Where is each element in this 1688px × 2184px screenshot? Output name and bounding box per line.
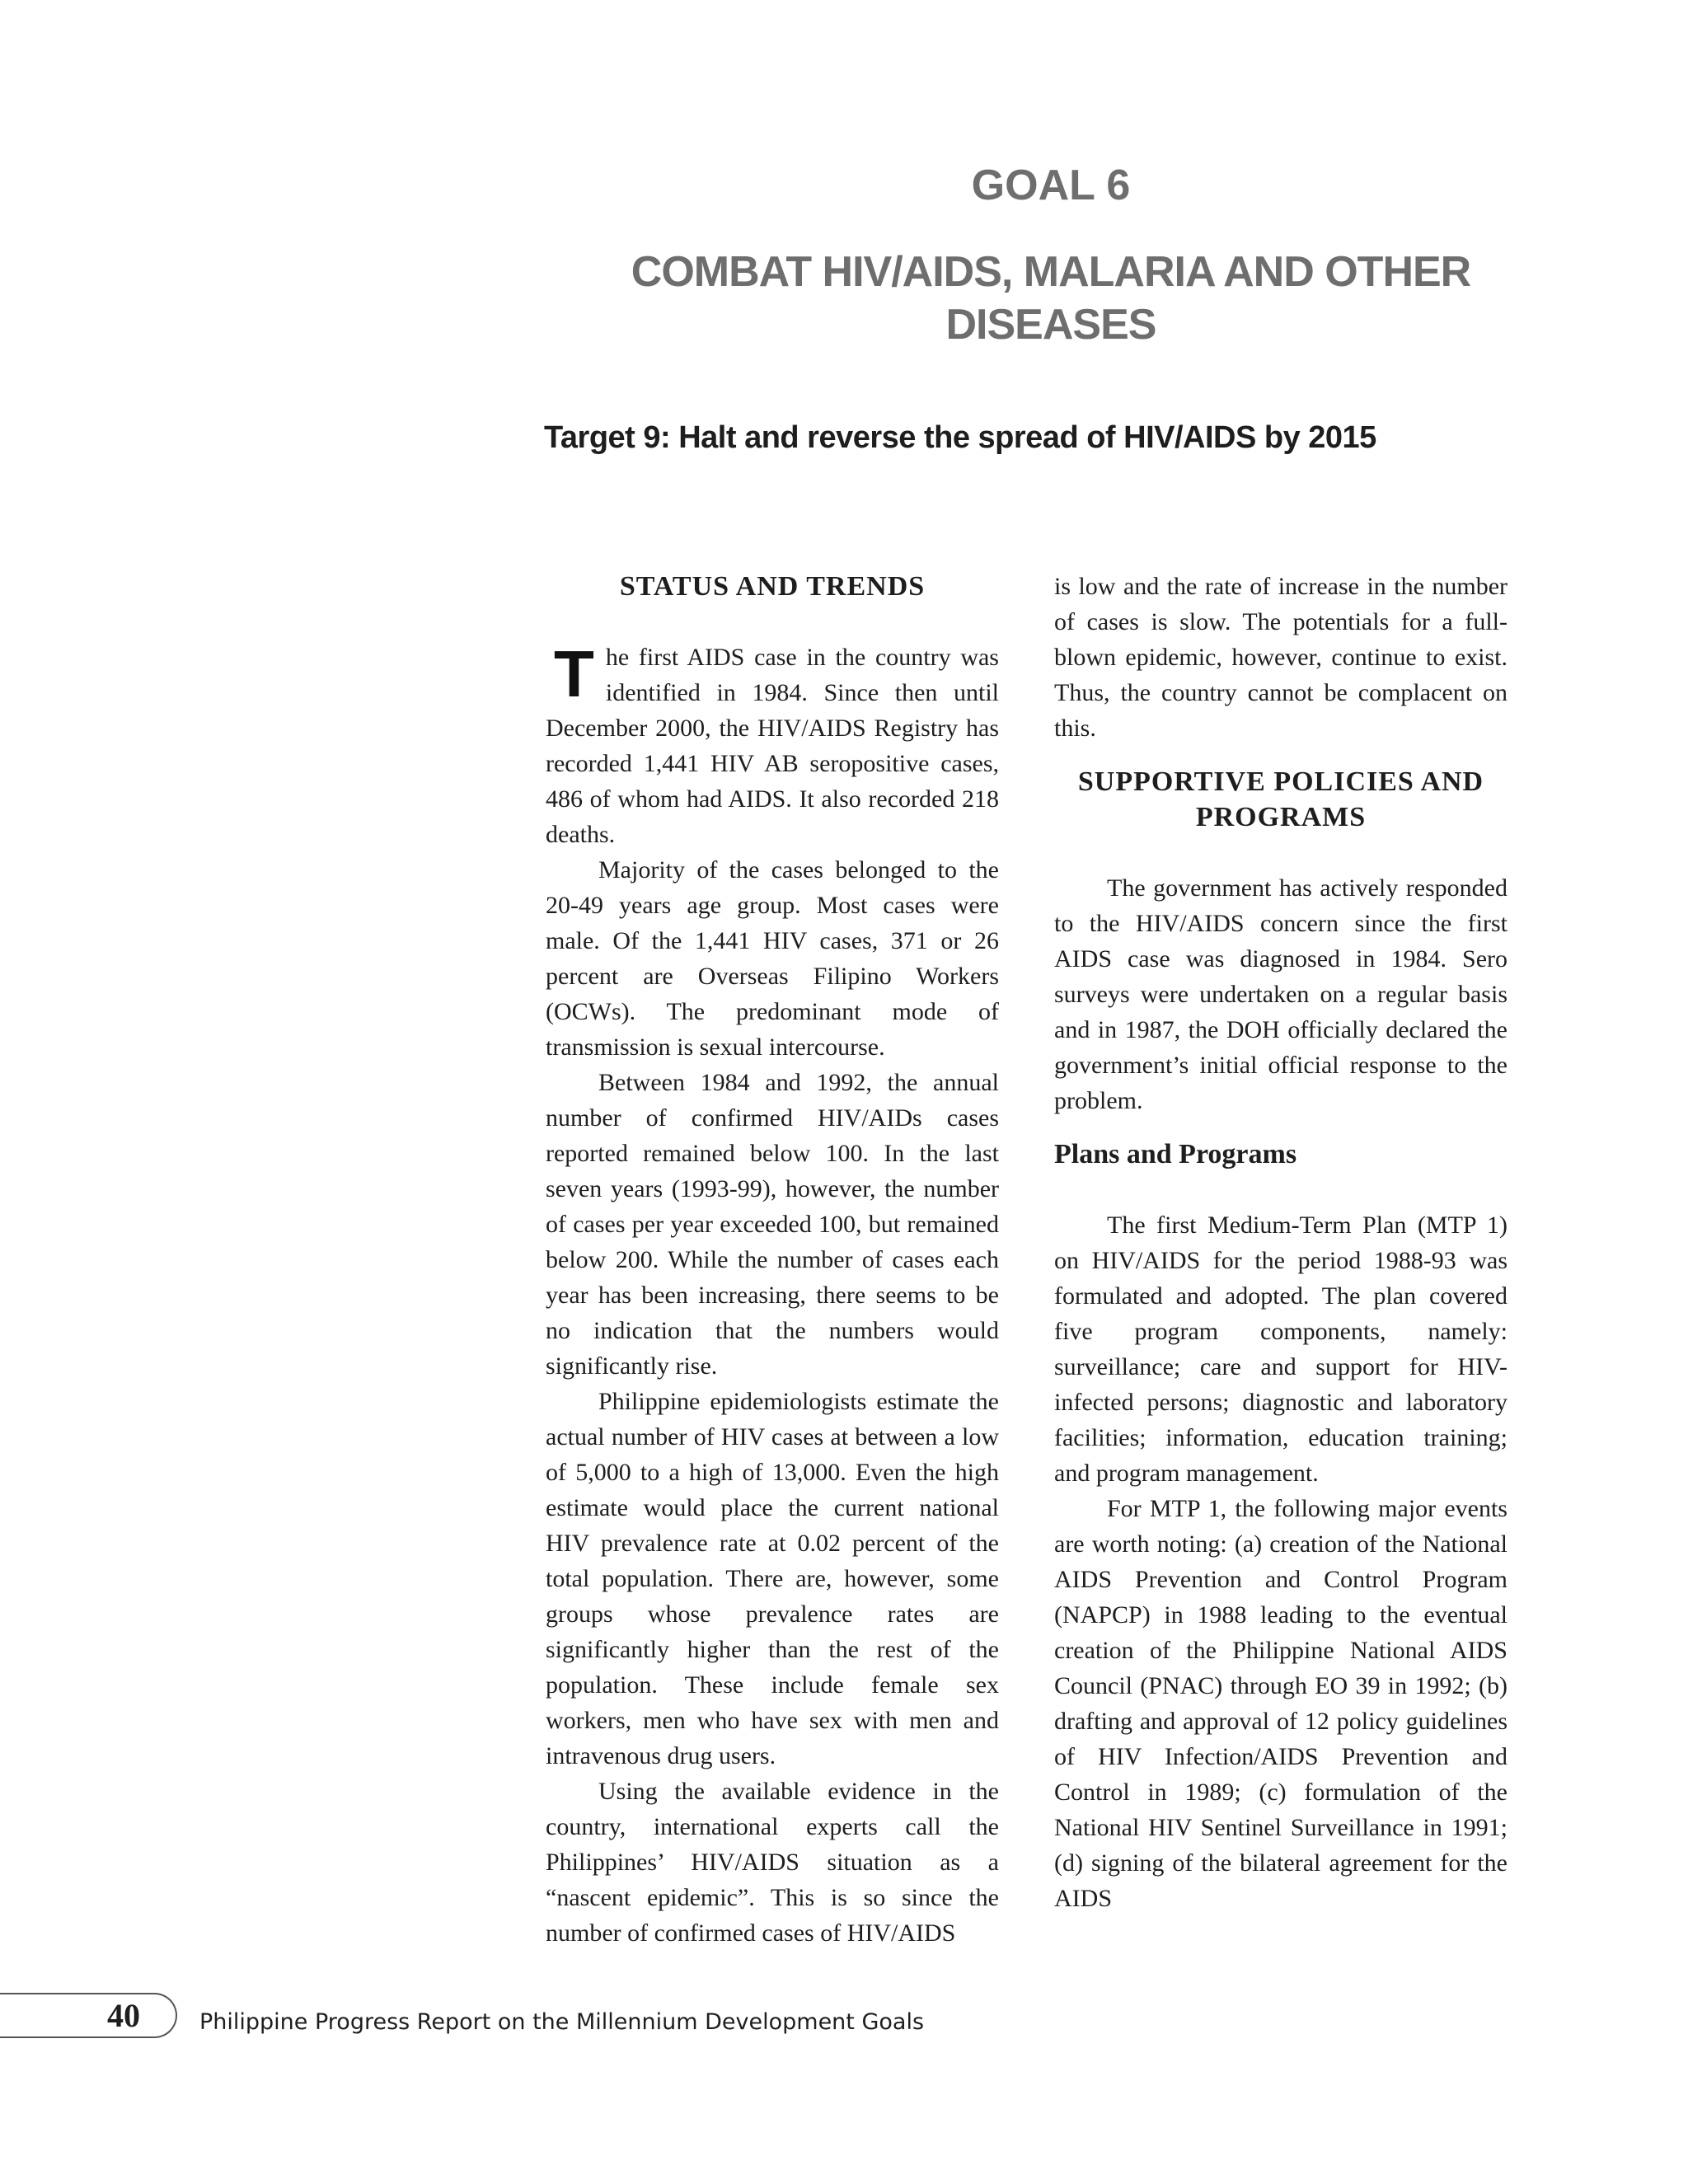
- paragraph-first-aids-case: [546, 637, 999, 852]
- goal-title: COMBAT HIV/AIDS, MALARIA AND OTHER DISEASES: [631, 248, 1471, 349]
- paragraph-annual-cases: Between 1984 and 1992, the annual number of confirmed HIV/AIDs cases reported remained below 100. In the last seven years (1993-99), however, the number of cases per year exceeded 100, but remained below 200. While the number of cases each year has been increasing, there seems to be no indication that the numbers would significantly rise.: [546, 1069, 999, 1380]
- paragraph-first-aids-case-text: he first AIDS case in the country was identified in 1984. Since then until December 2000, the HIV/AIDS Registry has recorded 1,441 HIV AB seropositive cases, 486 of whom had AIDS. It also recorded 218 deaths.: [546, 644, 999, 848]
- goal-number: GOAL 6: [971, 162, 1131, 209]
- status-and-trends-heading: STATUS AND TRENDS: [619, 571, 926, 602]
- right-column: [1054, 569, 1507, 1916]
- footer-publication-title: Philippine Progress Report on the Millennium Development Goals: [199, 2009, 925, 2035]
- supportive-policies-heading-line1: SUPPORTIVE POLICIES AND: [1077, 766, 1484, 797]
- paragraph-government-response: The government has actively responded to the HIV/AIDS concern since the first AIDS case was diagnosed in 1984. Sero surveys were undertaken on a regular basis and in 1987, the DOH officially declared the government’s initial official response to the problem.: [1054, 874, 1507, 1114]
- paragraph-epidemiologists: Philippine epidemiologists estimate the actual number of HIV cases at between a low of 5,000 to a high of 13,000. Even the high estimate would place the current national HIV prevalence rate at 0.02 percent of the total population. There are, however, some groups whose prevalence rates are significantly higher than the rest of the population. These include female sex workers, men who have sex with men and intravenous drug users.: [546, 1388, 999, 1769]
- target-heading: Target 9: Halt and reverse the spread of HIV/AIDS by 2015: [544, 420, 1376, 455]
- supportive-policies-heading-line2: PROGRAMS: [1195, 802, 1367, 832]
- paragraph-continuation: is low and the rate of increase in the number of cases is slow. The potentials for a full-blown epidemic, however, continue to exist. Thus, the country cannot be complacent on this.: [1054, 573, 1507, 742]
- page-number-tab: [0, 1993, 177, 2038]
- paragraph-age-group: Majority of the cases belonged to the 20-49 years age group. Most cases were male. Of the 1,441 HIV cases, 371 or 26 percent are Overseas Filipino Workers (OCWs). The predominant mode of transmission is sexual intercourse.: [546, 856, 999, 1061]
- paragraph-major-events: For MTP 1, the following major events are worth noting: (a) creation of the National AIDS Prevention and Control Program (NAPCP) in 1988 leading to the eventual creation of the Philippine National AIDS Council (PNAC) through EO 39 in 1992; (b) drafting and approval of 12 policy guidelines of HIV Infection/AIDS Prevention and Control in 1989; (c) formulation of the National HIV Sentinel Surveillance in 1991; (d) signing of the bilateral agreement for the AIDS: [1054, 1495, 1507, 1912]
- page-number: 40: [107, 1997, 140, 2034]
- paragraph-mtp1: The first Medium-Term Plan (MTP 1) on HIV/AIDS for the period 1988-93 was formulated and adopted. The plan covered five program components, namely: surveillance; care and support for HIV-infected persons; diagnostic and laboratory facilities; information, education training; and program management.: [1054, 1212, 1507, 1487]
- left-column: [546, 569, 999, 1951]
- drop-cap: T: [554, 637, 594, 710]
- paragraph-nascent-epidemic: Using the available evidence in the country, international experts call the Philippines’ HIV/AIDS situation as a “nascent epidemic”. This is so since the number of confirmed cases of HIV/AIDS: [546, 1778, 999, 1947]
- plans-and-programs-heading: Plans and Programs: [1054, 1139, 1297, 1169]
